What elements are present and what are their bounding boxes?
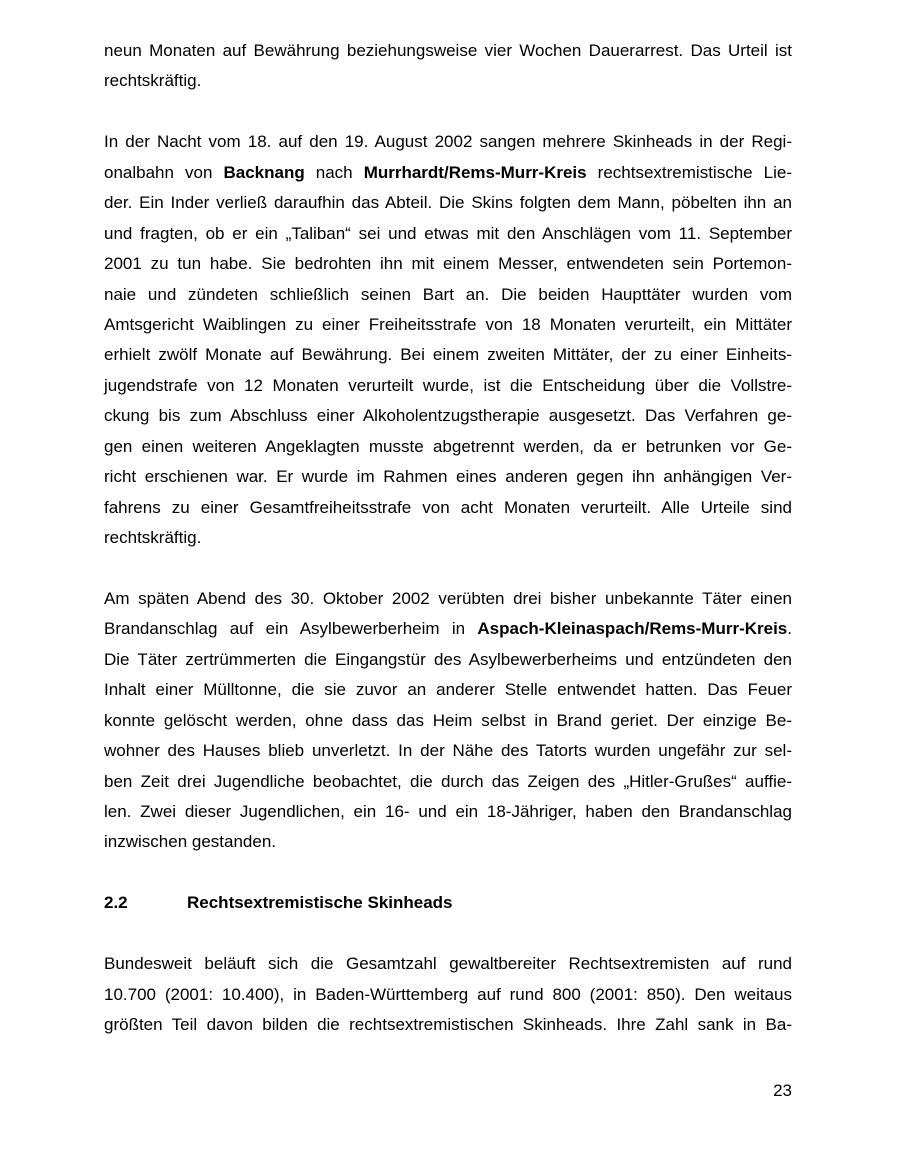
text-line: Inhalt einer Mülltonne, die sie zuvor an anderer Stelle entwendet hatten. Das Feuer (104, 680, 792, 700)
text-line: inzwischen gestanden. (104, 832, 277, 852)
text-line: ben Zeit drei Jugendliche beobachtet, die durch das Zeigen des „Hitler-Grußes“ auffie- (104, 771, 792, 791)
text-line: len. Zwei dieser Jugendlichen, ein 16- und ein 18-Jähriger, haben den Brandanschlag (104, 801, 792, 821)
text-line: wohner des Hauses blieb unverletzt. In der Nähe des Tatorts wurden ungefähr zur sel- (104, 741, 792, 761)
text-line: jugendstrafe von 12 Monaten verurteilt wurde, ist die Entscheidung über die Vollstre- (104, 375, 792, 395)
text-line: rechtskräftig. (104, 528, 202, 547)
place-murrhardt: Murrhardt/Rems-Murr-Kreis (363, 162, 587, 182)
text-run: onalbahn von (104, 162, 224, 182)
document-page (104, 36, 792, 1040)
text-line: Bundesweit beläuft sich die Gesamtzahl gewaltbereiter Rechtsextremisten auf rund (104, 954, 792, 974)
text-line: rechtskräftig. (104, 71, 202, 91)
text-line: In der Nacht vom 18. auf den 19. August 2002 sangen mehrere Skinheads in der Regi- (104, 132, 792, 152)
text-line: und fragten, ob er ein „Taliban“ sei und etwas mit den Anschlägen vom 11. September (104, 223, 792, 243)
paragraph-gap (104, 97, 792, 127)
text-run: rechtsextremistische Lie- (586, 162, 792, 182)
text-run: . (787, 619, 792, 639)
paragraph-4 (104, 949, 792, 1040)
text-line: konnte gelöscht werden, ohne dass das Heim selbst in Brand geriet. Der einzige Be- (104, 710, 792, 730)
paragraph-gap (104, 553, 792, 583)
paragraph-1 (104, 36, 792, 97)
text-line: neun Monaten auf Bewährung beziehungsweise vier Wochen Dauerarrest. Das Urteil ist (104, 41, 792, 60)
text-line: Am späten Abend des 30. Oktober 2002 verübten drei bisher unbekannte Täter einen (104, 588, 792, 608)
place-backnang: Backnang (223, 162, 305, 182)
text-line: naie und zündeten schließlich seinen Bart an. Die beiden Haupttäter wurden vom (104, 284, 792, 304)
text-line: richt erschienen war. Er wurde im Rahmen eines anderen gegen ihn anhängigen Ver- (104, 467, 792, 487)
place-aspach: Aspach-Kleinaspach/Rems-Murr-Kreis (477, 619, 788, 639)
paragraph-2 (104, 127, 792, 553)
text-line: der. Ein Inder verließ daraufhin das Abteil. Die Skins folgten dem Mann, pöbelten ihn an (104, 193, 792, 213)
text-line: gen einen weiteren Angeklagten musste abgetrennt werden, da er betrunken vor Ge- (104, 436, 792, 456)
text-line: Amtsgericht Waiblingen zu einer Freiheitsstrafe von 18 Monaten verurteilt, ein Mittäter (104, 314, 792, 334)
page-number: 23 (773, 1081, 792, 1100)
text-run: Brandanschlag auf ein Asylbewerberheim in (104, 619, 478, 639)
section-heading (104, 888, 792, 918)
text-line: Die Täter zertrümmerten die Eingangstür des Asylbewerberheims und entzündeten den (104, 649, 792, 669)
text-line: 2001 zu tun habe. Sie bedrohten ihn mit einem Messer, entwendeten sein Portemon- (104, 254, 792, 274)
section-number: 2.2 (104, 893, 128, 913)
text-line: 10.700 (2001: 10.400), in Baden-Württemberg auf rund 800 (2001: 850). Den weitaus (104, 984, 792, 1004)
text-line: fahrens zu einer Gesamtfreiheitsstrafe von acht Monaten verurteilt. Alle Urteile sind (104, 497, 792, 517)
text-line-with-places (104, 158, 792, 188)
text-line: ckung bis zum Abschluss einer Alkoholentzugstherapie ausgesetzt. Das Verfahren ge- (104, 406, 792, 426)
section-title: Rechtsextremistische Skinheads (187, 893, 453, 913)
text-run: nach (304, 162, 364, 182)
text-line-with-place (104, 614, 792, 644)
paragraph-gap (104, 919, 792, 949)
text-line: erhielt zwölf Monate auf Bewährung. Bei einem zweiten Mittäter, der zu einer Einheits- (104, 345, 792, 365)
paragraph-3 (104, 584, 792, 858)
paragraph-gap (104, 858, 792, 888)
text-line: größten Teil davon bilden die rechtsextremistischen Skinheads. Ihre Zahl sank in Ba- (104, 1015, 792, 1034)
